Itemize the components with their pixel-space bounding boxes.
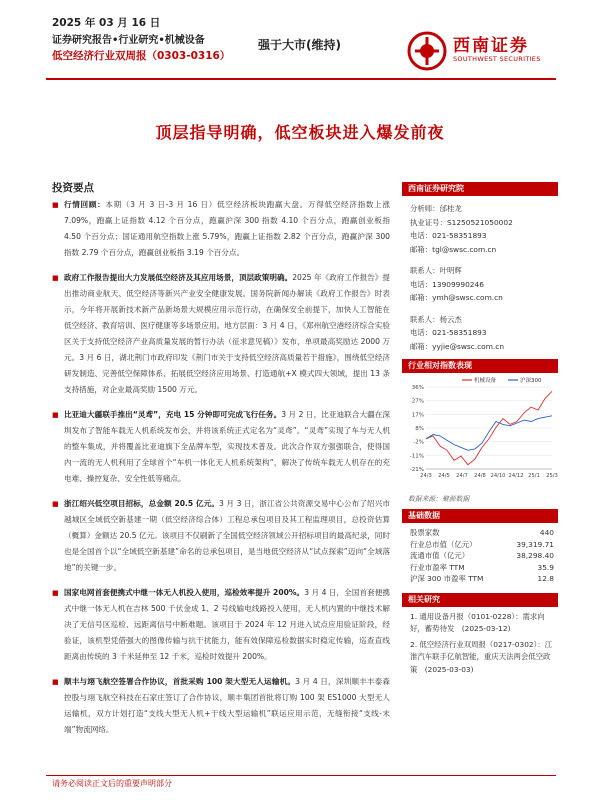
bullet-icon: ■	[52, 589, 59, 597]
bullet-icon: ■	[52, 274, 59, 282]
basic-data-row	[410, 562, 554, 574]
analyst-line: 邮箱：ymh@swsc.com.cn	[410, 293, 503, 302]
point-text: 3 月 4 日，深圳顺丰丰泰森控股与翊飞航空科技在石家庄签订了合作协议，顺丰集团首批将订购 100 架 ES1000 大型无人运输机，双方计划打造“支线大型无人机+干线大型运输机”联运应用示范，无缝衔接“支线-末端”物流网络。	[64, 677, 390, 734]
footer-divider	[46, 775, 556, 776]
point-text: 3 月 2 日，比亚迪联合大疆在深圳发布了智能车载无人机系统发布会，并将该系统正式定名为“灵鸢”。“灵鸢”实现了车与无人机的整车集成，并将覆盖比亚迪旗下全品牌车型，实现技术普及。此次合作双方强强联合，使得国内一流的无人机利用了全球首个“车机一体化无人机系统架构”，解决了传统车载无人机存在的充电难、操控复杂、安全性低等痛点。	[64, 410, 390, 483]
basic-data-box	[402, 509, 558, 585]
y-tick-label: 36%	[411, 385, 424, 391]
logo-en-text: SOUTHWEST SECURITIES	[453, 55, 541, 63]
y-tick-label: 8%	[415, 426, 424, 432]
logo-emblem-icon	[407, 31, 447, 71]
basic-data-value: 440	[539, 528, 554, 537]
research-institute-title: 西南证券研究院	[402, 182, 558, 196]
x-tick-label: 24/12	[508, 473, 524, 479]
relative-performance-chart	[402, 359, 558, 503]
point-headline: 比亚迪大疆联手推出“灵鸢”，充电 15 分钟即可完成飞行任务。	[64, 410, 282, 419]
basic-data-row	[410, 539, 554, 551]
analyst-contacts	[402, 196, 558, 353]
basic-data-row	[410, 573, 554, 585]
analyst-line: 执业证号：S1250521050002	[410, 217, 513, 227]
point-headline: 浙江绍兴低空项目招标，总金额 20.5 亿元。	[64, 499, 220, 508]
related-research-title: 相关研究	[402, 593, 558, 607]
analyst-line: 联系人：杨云杰	[410, 314, 462, 324]
series-line-1	[426, 416, 552, 451]
point-text: 本期（3 月 3 日-3 月 16 日）低空经济板块跑赢大盘。万得低空经济指数上涨 7.09%，跑赢上证指数 4.12 个百分点，跑赢沪深 300 指数 4.10 个百分点，跑赢创业板指 4.50 个百分点；国证通用航空指数上涨 5.79%，跑赢上证指数 2.82 个百分点，跑赢沪深 300 指数 2.79 个百分点，跑赢创业板指 3.19 个百分点。	[64, 200, 390, 257]
x-tick-label: 24/5	[438, 473, 450, 479]
basic-data-table	[402, 523, 558, 585]
chart-source: 数据来源：聚源数据	[408, 495, 470, 503]
y-tick-label: 27%	[411, 398, 424, 405]
basic-data-row	[410, 527, 554, 539]
header-divider	[46, 78, 556, 80]
investment-points-body	[52, 197, 390, 747]
point-text: 2025 年《政府工作报告》提出推动商业航天、低空经济等新兴产业安全健康发展。国务院新闻办解读《政府工作报告》时表示，今年将开展新技术新产品新场景大规模应用示范行动，在确保安全前提下，加快人工智能在低空经济、教育培训、医疗健康等多场景应用。地方层面：3 月 4 日，《郑州航空港经济综合实验区关于支持低空经济产业高质量发展的暂行办法（征求意见稿）》发布，单项最高奖励达 2000 万元。3 月 6 日，湖北荆门市政府印发《荆门市关于支持低空经济高质量若干措施》，围绕低空经济研发制造、完善低空保障体系、拓展低空经济应用场景、打造通航+X 模式四大领域，提出 13 条支持措施，对企业最高奖励 1500 万元。	[64, 273, 390, 394]
basic-data-label: 行业总市值（亿元）	[410, 539, 477, 549]
analyst-line: 邮箱：tgl@swsc.com.cn	[410, 244, 497, 254]
analyst-line: 邮箱：yyjie@swsc.com.cn	[410, 341, 505, 351]
investment-point	[52, 407, 390, 487]
basic-data-value: 38,298.40	[516, 551, 554, 560]
chart-title: 行业相对指数表现	[402, 359, 558, 373]
investment-point	[52, 674, 390, 738]
basic-data-row	[410, 550, 554, 562]
logo-cn-text: 西南证券	[453, 36, 529, 56]
investment-point	[52, 197, 390, 261]
basic-data-value: 35.9	[537, 562, 554, 572]
point-headline: 政府工作报告提出大力发展低空经济及其应用场景，顶层政策明确。	[64, 273, 293, 282]
point-headline: 行情回顾：	[64, 200, 106, 209]
x-tick-label: 24/10	[490, 473, 506, 479]
analyst-line: 电话：021-58351893	[410, 328, 487, 337]
y-tick-label: -2%	[413, 439, 424, 446]
legend-label: 机械设备	[474, 378, 497, 384]
basic-data-label: 沪深 300 市盈率 TTM	[410, 574, 484, 583]
point-headline: 顺丰与翊飞航空签署合作协议，首批采购 100 架大型无人运输机。	[64, 677, 296, 686]
report-type: 证券研究报告•行业研究•机械设备	[52, 35, 205, 46]
bullet-icon: ■	[52, 411, 59, 419]
sidebar	[402, 182, 558, 679]
point-text: 3 月 4 日，全国首套便携式中继一体无人机在吉林 500 千伏金成 1、2 号线输电线路投入使用，无人机内置的中继技术解决了无信号区巡检、远距离信号中断难题。该项目于 2024 年 12 月进入试点应用验证阶段，经验证，该机型凭借强大的图像传输与抗干扰能力，能有效保障巡检数据实时稳定传输，巡查直线距离由传统的 3 千米延伸至 12 千米，巡检时效提升 200%。	[64, 588, 390, 661]
bullet-icon: ■	[52, 500, 59, 508]
investment-point	[52, 496, 390, 576]
analyst-line: 电话：021-58351893	[410, 231, 487, 240]
x-tick-label: 24/3	[420, 473, 432, 479]
point-text: 3 月 3 日，浙江省公共资源交易中心公布了绍兴市越城区全域低空新基建一期（低空经济综合体）工程总承包项目及其工程监理项目，总投资估算（概算）金额达 20.5 亿元。该项目不仅刷新了全国低空经济领域公开招标项目的最高纪录，同时也是全国首个以“全域低空新基建”命名的总承包项目，是当地低空经济从“试点探索”迈向“全域落地”的关键一步。	[64, 499, 390, 572]
x-tick-label: 25/3	[546, 473, 558, 479]
y-tick-label: 17%	[411, 412, 424, 419]
footer-disclaimer: 请务必阅读正文后的重要声明部分	[52, 779, 172, 788]
report-title: 顶层指导明确，低空板块进入爆发前夜	[155, 123, 445, 142]
report-date: 2025 年 03 月 16 日	[52, 17, 161, 29]
industry-rating: 强于大市(维持)	[258, 38, 341, 52]
basic-data-label: 股票家数	[410, 528, 440, 537]
bullet-icon: ■	[52, 678, 59, 686]
analyst-line: 分析师：邰桂龙	[410, 204, 462, 213]
basic-data-value: 39,319.71	[516, 539, 554, 549]
bullet-icon: ■	[52, 201, 59, 209]
related-research-box	[402, 593, 558, 677]
x-tick-label: 24/7	[456, 473, 468, 479]
related-research-item: 1. 通用设备月报（0101-0228）：需求向好，蓄势待发 (2025-03-12)	[410, 611, 545, 633]
legend-label: 沪深300	[520, 378, 542, 384]
x-tick-label: 25/1	[528, 473, 540, 479]
analyst-line: 电话：13909990246	[410, 279, 484, 289]
point-headline: 国家电网首套便携式中继一体无人机投入使用，巡检效率提升 200%。	[64, 588, 305, 597]
investment-point	[52, 585, 390, 665]
report-series: 低空经济行业双周报（0303-0316）	[52, 50, 231, 62]
basic-data-value: 12.8	[537, 574, 554, 583]
related-research-list	[402, 607, 558, 677]
y-tick-label: -21%	[409, 467, 424, 473]
basic-data-label: 行业市盈率 TTM	[410, 562, 465, 572]
analyst-line: 联系人：叶明辉	[410, 266, 462, 275]
investment-points-heading: 投资要点	[52, 182, 94, 194]
relative-index-chart-svg	[402, 373, 558, 491]
basic-data-title: 基础数据	[402, 509, 558, 523]
y-tick-label: -11%	[409, 453, 424, 460]
investment-point	[52, 270, 390, 398]
related-research-item: 2. 低空经济行业双周报（0217-0302）：江淮汽车联手亿航智能，重庆天法两会低空政策 (2025-03-03)	[410, 639, 553, 674]
company-logo	[407, 31, 557, 75]
basic-data-label: 流通市值（亿元）	[410, 551, 470, 560]
x-tick-label: 24/8	[474, 473, 486, 479]
